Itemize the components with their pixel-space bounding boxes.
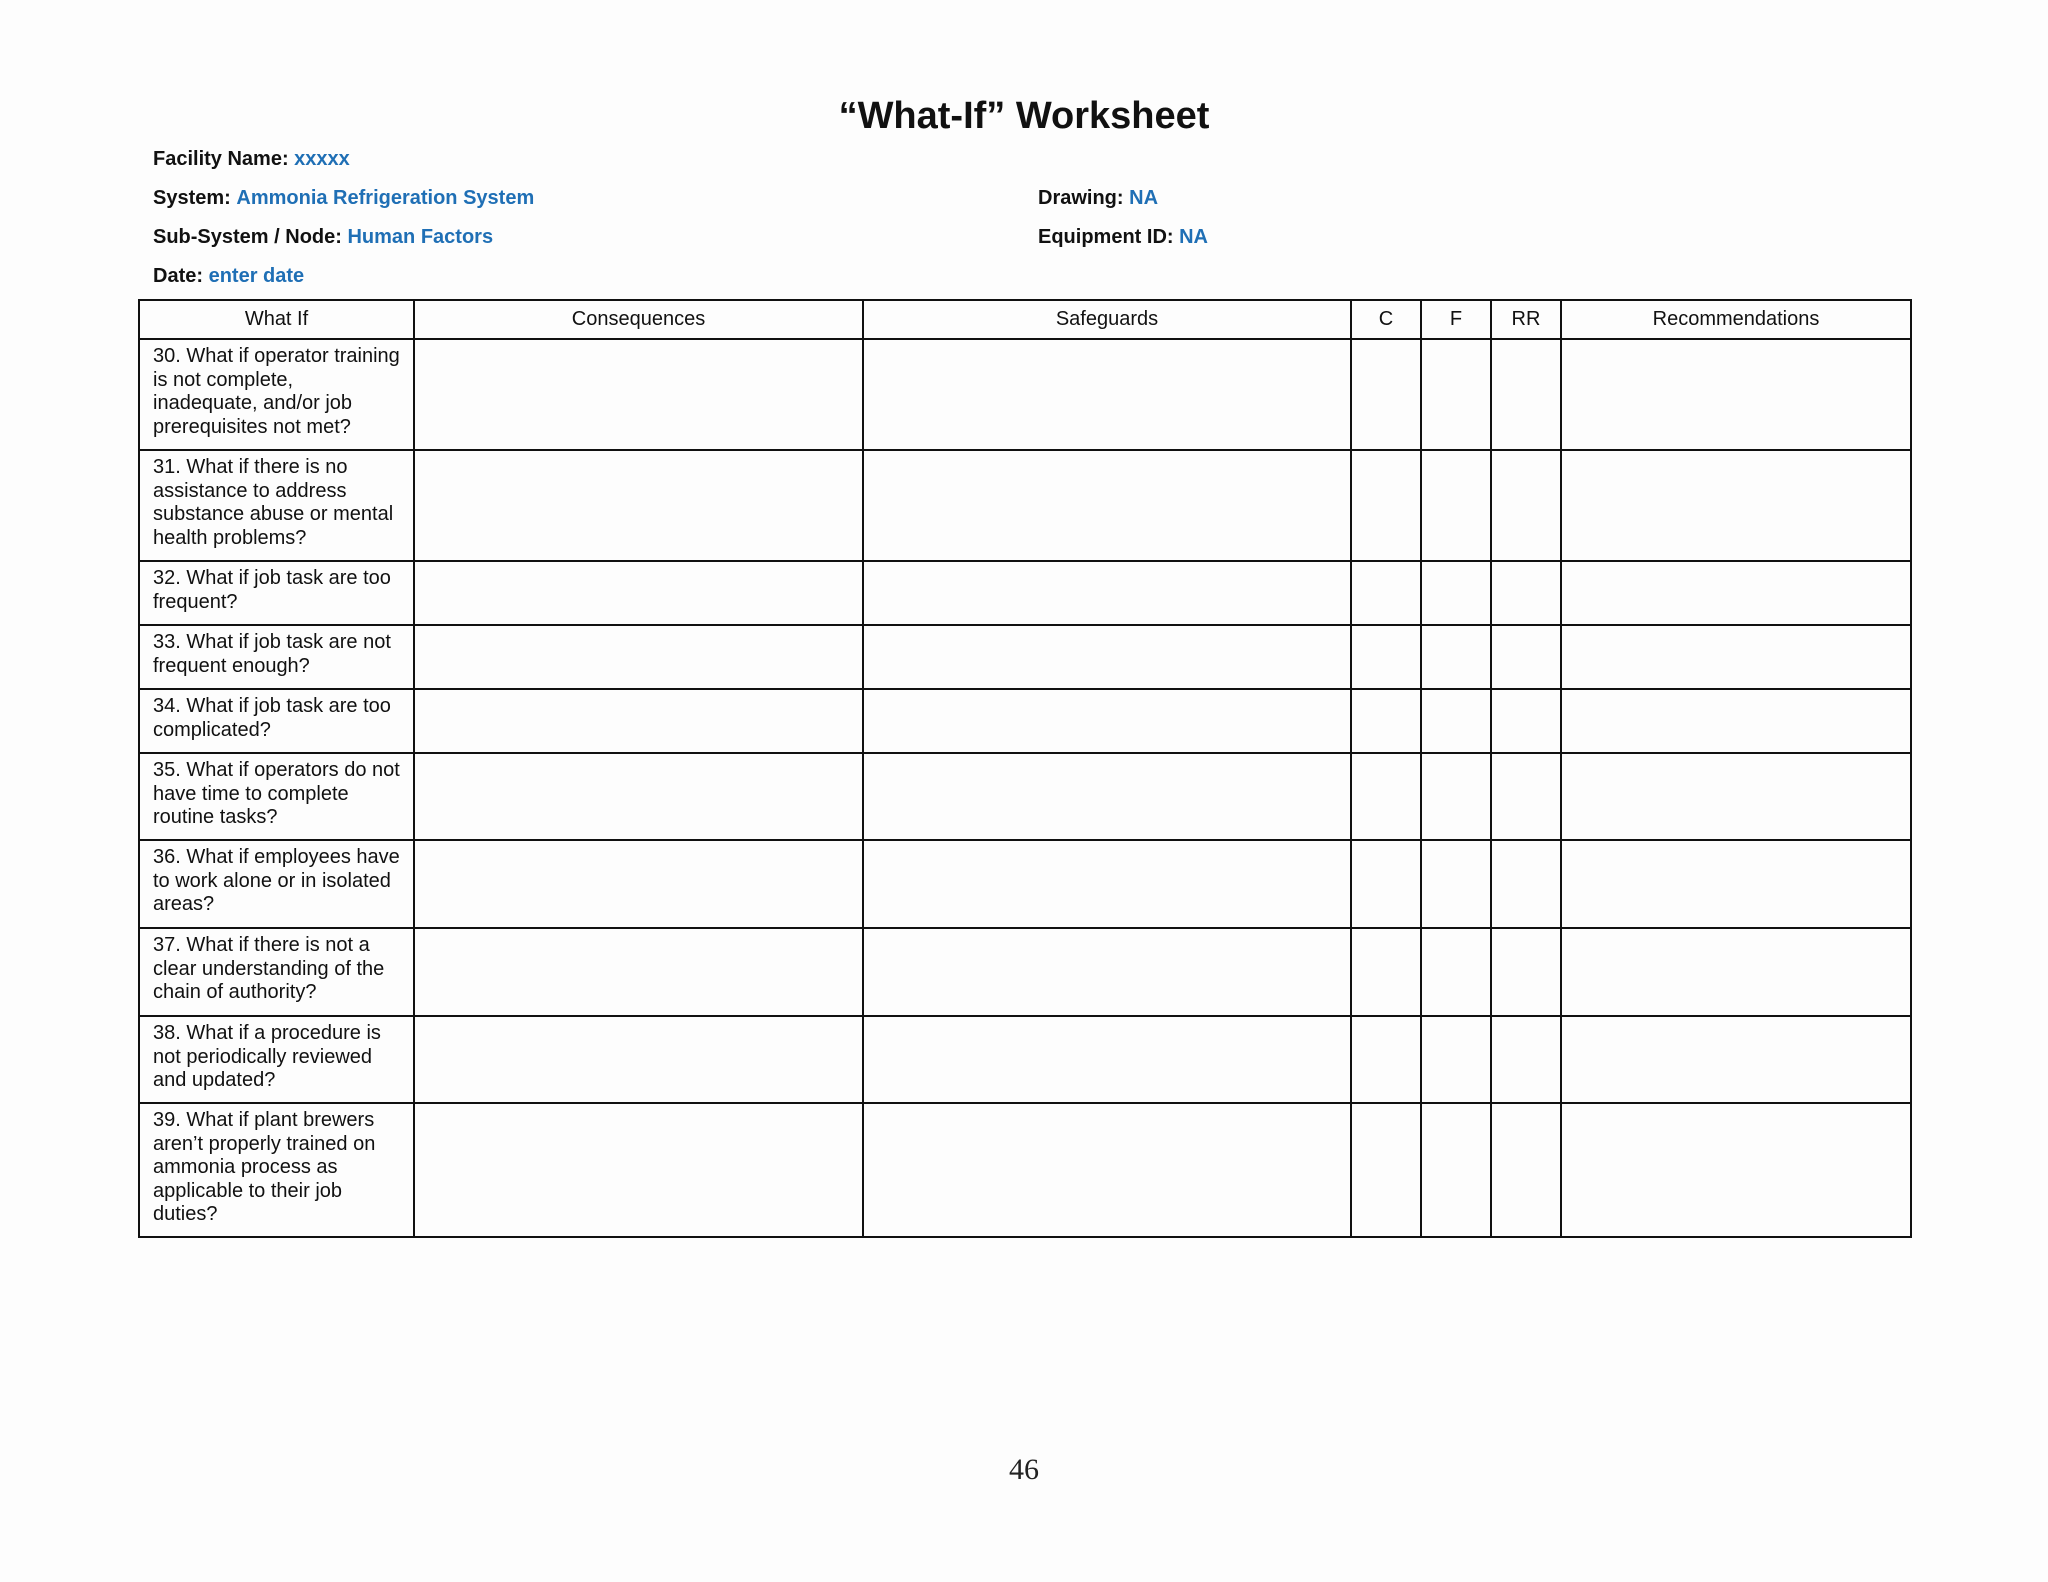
safeguards-cell[interactable] [863, 753, 1351, 840]
f-cell[interactable] [1421, 625, 1491, 689]
c-cell[interactable] [1351, 339, 1421, 450]
f-cell[interactable] [1421, 840, 1491, 928]
subsystem-label: Sub-System / Node: [153, 226, 342, 248]
c-cell[interactable] [1351, 928, 1421, 1016]
c-cell[interactable] [1351, 753, 1421, 840]
consequences-cell[interactable] [414, 561, 863, 625]
recommendations-cell[interactable] [1561, 625, 1911, 689]
column-header-consequences: Consequences [414, 300, 863, 339]
consequences-cell[interactable] [414, 840, 863, 928]
equipment-id-label: Equipment ID: [1038, 226, 1174, 248]
table-row [139, 561, 1911, 625]
recommendations-cell[interactable] [1561, 840, 1911, 928]
safeguards-cell[interactable] [863, 561, 1351, 625]
consequences-cell[interactable] [414, 928, 863, 1016]
what-if-question: 30. What if operator training is not complete, inadequate, and/or job prerequisites not met? [139, 339, 414, 450]
f-cell[interactable] [1421, 1103, 1491, 1237]
c-cell[interactable] [1351, 1016, 1421, 1103]
recommendations-cell[interactable] [1561, 928, 1911, 1016]
table-row [139, 1103, 1911, 1237]
what-if-question: 31. What if there is no assistance to address substance abuse or mental health problems? [139, 450, 414, 561]
safeguards-cell[interactable] [863, 339, 1351, 450]
facility-name-label: Facility Name: [153, 148, 289, 170]
f-cell[interactable] [1421, 561, 1491, 625]
recommendations-cell[interactable] [1561, 561, 1911, 625]
safeguards-cell[interactable] [863, 450, 1351, 561]
safeguards-cell[interactable] [863, 840, 1351, 928]
column-header-what-if: What If [139, 300, 414, 339]
column-header-recommendations: Recommendations [1561, 300, 1911, 339]
safeguards-cell[interactable] [863, 1103, 1351, 1237]
table-row [139, 339, 1911, 450]
rr-cell[interactable] [1491, 1016, 1561, 1103]
c-cell[interactable] [1351, 450, 1421, 561]
c-cell[interactable] [1351, 625, 1421, 689]
what-if-question: 32. What if job task are too frequent? [139, 561, 414, 625]
rr-cell[interactable] [1491, 840, 1561, 928]
page-title: “What-If” Worksheet [838, 95, 1210, 137]
f-cell[interactable] [1421, 689, 1491, 753]
page-number: 46 [1009, 1453, 1039, 1486]
facility-name-value[interactable]: xxxxx [294, 148, 350, 170]
column-header-c: C [1351, 300, 1421, 339]
table-row [139, 625, 1911, 689]
date-field [153, 262, 304, 290]
drawing-label: Drawing: [1038, 187, 1124, 209]
what-if-question: 33. What if job task are not frequent enough? [139, 625, 414, 689]
what-if-question: 36. What if employees have to work alone or in isolated areas? [139, 840, 414, 928]
consequences-cell[interactable] [414, 1016, 863, 1103]
subsystem-field [153, 223, 493, 251]
rr-cell[interactable] [1491, 928, 1561, 1016]
rr-cell[interactable] [1491, 1103, 1561, 1237]
safeguards-cell[interactable] [863, 1016, 1351, 1103]
rr-cell[interactable] [1491, 561, 1561, 625]
recommendations-cell[interactable] [1561, 450, 1911, 561]
f-cell[interactable] [1421, 339, 1491, 450]
c-cell[interactable] [1351, 561, 1421, 625]
recommendations-cell[interactable] [1561, 1103, 1911, 1237]
column-header-rr: RR [1491, 300, 1561, 339]
rr-cell[interactable] [1491, 339, 1561, 450]
system-field [153, 184, 534, 212]
f-cell[interactable] [1421, 1016, 1491, 1103]
what-if-question: 35. What if operators do not have time to complete routine tasks? [139, 753, 414, 840]
f-cell[interactable] [1421, 928, 1491, 1016]
equipment-id-value[interactable]: NA [1179, 226, 1208, 248]
what-if-question: 37. What if there is not a clear understanding of the chain of authority? [139, 928, 414, 1016]
table-header-row [139, 300, 1911, 339]
date-label: Date: [153, 265, 204, 287]
date-value[interactable]: enter date [208, 265, 305, 287]
system-label: System: [153, 187, 231, 209]
facility-name-field [153, 145, 350, 173]
rr-cell[interactable] [1491, 625, 1561, 689]
table-row [139, 928, 1911, 1016]
safeguards-cell[interactable] [863, 625, 1351, 689]
consequences-cell[interactable] [414, 339, 863, 450]
recommendations-cell[interactable] [1561, 689, 1911, 753]
safeguards-cell[interactable] [863, 928, 1351, 1016]
table-row [139, 450, 1911, 561]
f-cell[interactable] [1421, 753, 1491, 840]
consequences-cell[interactable] [414, 753, 863, 840]
table-row [139, 753, 1911, 840]
consequences-cell[interactable] [414, 625, 863, 689]
c-cell[interactable] [1351, 1103, 1421, 1237]
consequences-cell[interactable] [414, 689, 863, 753]
what-if-question: 39. What if plant brewers aren’t properly trained on ammonia process as applicable to their job duties? [139, 1103, 414, 1237]
f-cell[interactable] [1421, 450, 1491, 561]
recommendations-cell[interactable] [1561, 1016, 1911, 1103]
drawing-field [1038, 184, 1158, 212]
recommendations-cell[interactable] [1561, 753, 1911, 840]
subsystem-value[interactable]: Human Factors [347, 226, 494, 248]
column-header-safeguards: Safeguards [863, 300, 1351, 339]
what-if-worksheet-table [138, 299, 1912, 1238]
what-if-question: 34. What if job task are too complicated? [139, 689, 414, 753]
table-row [139, 840, 1911, 928]
consequences-cell[interactable] [414, 1103, 863, 1237]
column-header-f: F [1421, 300, 1491, 339]
consequences-cell[interactable] [414, 450, 863, 561]
c-cell[interactable] [1351, 840, 1421, 928]
table-row [139, 689, 1911, 753]
drawing-value[interactable]: NA [1129, 187, 1159, 209]
recommendations-cell[interactable] [1561, 339, 1911, 450]
what-if-question: 38. What if a procedure is not periodically reviewed and updated? [139, 1016, 414, 1103]
safeguards-cell[interactable] [863, 689, 1351, 753]
equipment-id-field [1038, 223, 1208, 251]
rr-cell[interactable] [1491, 689, 1561, 753]
rr-cell[interactable] [1491, 450, 1561, 561]
table-row [139, 1016, 1911, 1103]
rr-cell[interactable] [1491, 753, 1561, 840]
system-value[interactable]: Ammonia Refrigeration System [236, 187, 535, 209]
c-cell[interactable] [1351, 689, 1421, 753]
